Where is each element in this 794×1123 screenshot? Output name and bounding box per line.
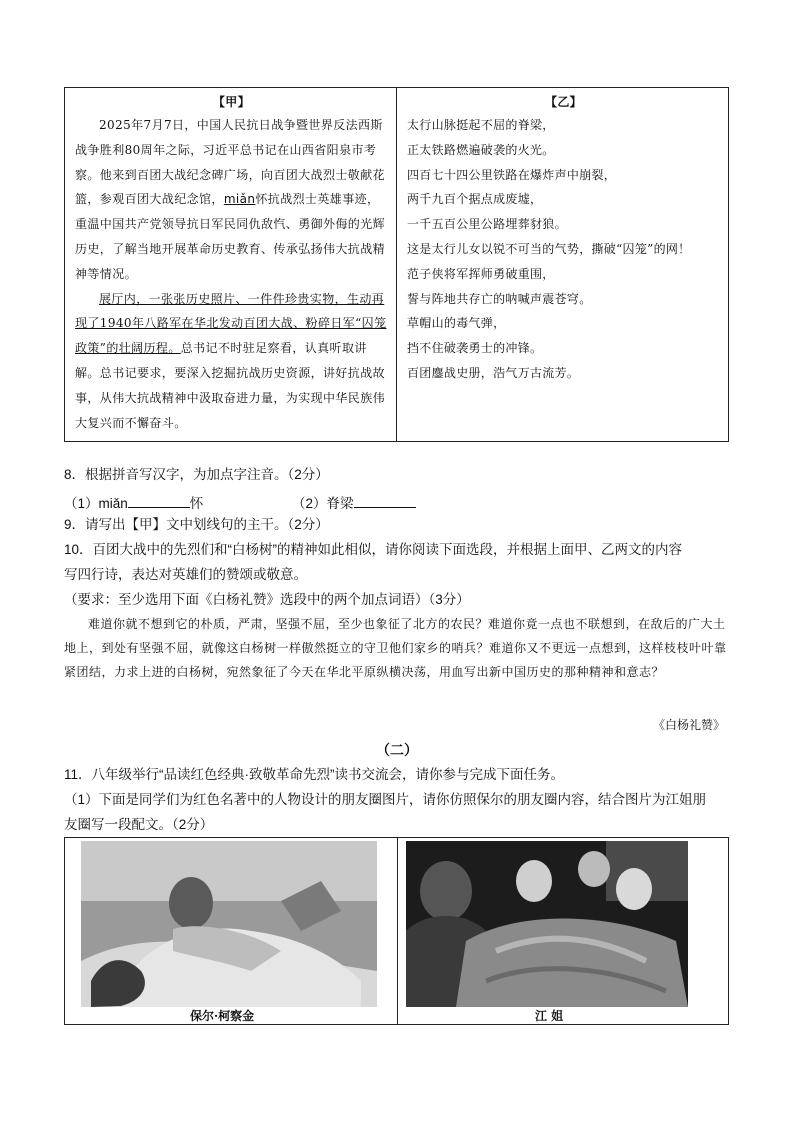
q11-sub1-line1: （1）下面是同学们为红色名著中的人物设计的朋友圈图片，请你仿照保尔的朋友圈内容，结合图片为江姐朋	[64, 792, 707, 807]
jiang-jie-photo	[406, 841, 688, 1007]
poem-line: 一千五百公里公路埋葬豺狼。	[407, 217, 567, 232]
poem-line: 正太铁路燃遍破袭的火光。	[407, 142, 555, 157]
passage-yi	[397, 88, 729, 442]
section-2-title: （二）	[376, 742, 418, 758]
passage-jia-para1: 2025年7月7日，中国人民抗日战争暨世界反法西斯战争胜利80周年之际，习近平总书记在山西省阳泉市考察。他来到百团大战纪念碑广场，向百团大战烈士敬献花篮，参观百团大战纪念馆，miǎn怀抗战烈士英雄事迹，重温中国共产党领导抗日军民同仇敌忾、勇御外侮的光辉历史，了解当地开展革命历史教育、传承弘扬伟大抗战精神等情况。	[75, 118, 386, 281]
q8-item2: （2）脊梁	[292, 492, 416, 512]
passage-yi-title: 【乙】	[545, 95, 582, 109]
character-images	[64, 837, 729, 1025]
answer-blank-1[interactable]	[128, 494, 190, 508]
poem-line: 这是太行儿女以锐不可当的气势，撕破“囚笼”的网！	[407, 241, 691, 256]
underlined-sentence: 展厅内，一张张历史照片、一件件珍贵实物，生动再现了1940年八路军在华北发动百团大战、粉碎日军“囚笼政策”的壮阔历程。	[75, 291, 387, 356]
passage-jia	[65, 88, 397, 442]
paul-korchagin-photo	[81, 841, 377, 1007]
passages-table	[64, 87, 729, 442]
baiyang-excerpt: 难道你就不想到它的朴质，严肃，坚强不屈，至少也象征了北方的农民？难道你竟一点也不联想到，在敌后的广大土地上，到处有坚强不屈，就像这白杨树一样傲然挺立的守卫他们家乡的哨兵？难道你又不更远一点想到，这样枝枝叶叶靠紧团结，力求上进的白杨树，宛然象征了今天在华北平原纵横决荡，用血写出新中国历史的那种精神和意志？	[64, 617, 727, 679]
poem-line: 誓与阵地共存亡的呐喊声震苍穹。	[407, 291, 592, 306]
question-10-line2: 写四行诗，表达对英雄们的赞颂或敬意。	[64, 567, 307, 582]
passage-jia-title: 【甲】	[212, 95, 251, 109]
poem-line: 范子侠将军挥师勇破重围，	[407, 266, 555, 281]
question-9: 9．请写出【甲】文中划线句的主干。（2分）	[64, 517, 329, 532]
poem-line: 太行山脉挺起不屈的脊梁，	[407, 118, 555, 132]
passage-jia-para2: 展厅内，一张张历史照片、一件件珍贵实物，生动再现了1940年八路军在华北发动百团大战、粉碎日军“囚笼政策”的壮阔历程。总书记不时驻足察看，认真听取讲解。总书记要求，要深入挖掘抗战历史资源，讲好抗战故事，从伟大抗战精神中汲取奋进力量，为实现中华民族伟大复兴而不懈奋斗。	[75, 291, 387, 430]
question-10-line1: 10．百团大战中的先烈们和“白杨树”的精神如此相似，请你阅读下面选段，并根据上面甲、乙两文的内容	[64, 542, 683, 557]
caption-paul: 保尔·柯察金	[190, 1009, 255, 1023]
poem-line: 挡不住破袭勇士的冲锋。	[407, 341, 543, 356]
poem-line: 百团鏖战史册，浩气万古流芳。	[407, 365, 580, 380]
q11-sub1-line2: 友圈写一段配文。（2分）	[64, 817, 214, 832]
question-8: 8．根据拼音写汉字，为加点字注音。（2分）	[64, 467, 329, 482]
q8-item1: （1）miǎn 怀	[64, 496, 204, 511]
caption-jiangjie: 江 姐	[535, 1009, 564, 1023]
poem-line: 草帽山的毒气弹，	[407, 316, 506, 331]
question-10-requirement: （要求：至少选用下面《白杨礼赞》选段中的两个加点词语）（3分）	[64, 592, 470, 607]
poem-line: 四百七十四公里铁路在爆炸声中崩裂，	[407, 167, 617, 182]
excerpt-source: 《白杨礼赞》	[652, 718, 725, 732]
image-divider	[397, 838, 398, 1024]
pinyin-mian: miǎn	[223, 192, 256, 207]
question-11: 11．八年级举行“品读红色经典·致敬革命先烈”读书交流会，请你参与完成下面任务。	[64, 767, 564, 782]
poem-line: 两千九百个据点成废墟，	[407, 192, 543, 207]
answer-blank-2[interactable]	[354, 494, 416, 508]
